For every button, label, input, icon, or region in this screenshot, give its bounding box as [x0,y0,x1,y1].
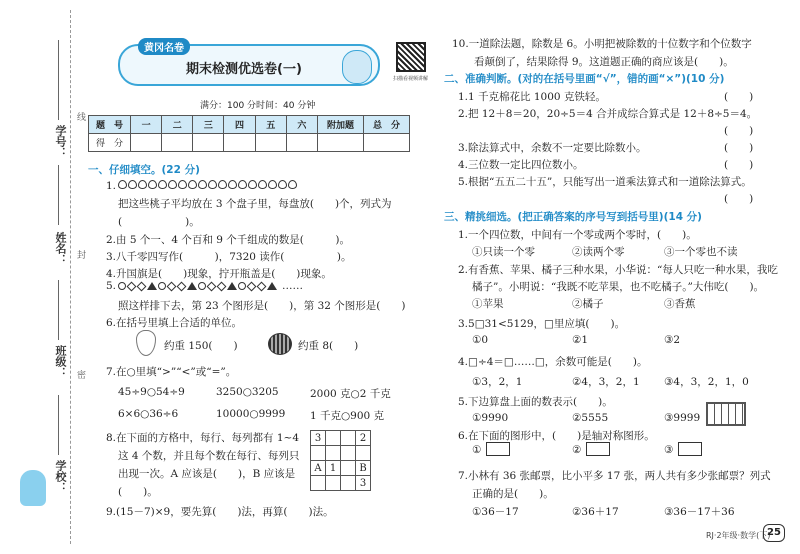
pear-icon [136,330,156,356]
watermelon-icon [268,333,292,355]
peach-icon [188,180,197,189]
grid-cell: 2 [356,431,371,446]
puzzle-shape-icon [586,442,610,456]
circle-icon [238,282,246,290]
q3-text: 3.八千零四写作( )，7320 读作( )。 [106,251,352,263]
puzzle-shape-icon [486,442,510,456]
choice-option[interactable]: ②读两个零 [572,246,625,258]
table-cell: 一 [131,116,162,134]
circle-icon [118,282,126,290]
grid-cell [326,476,341,491]
choice-option[interactable]: ③2 [664,334,681,346]
peach-icon [148,180,157,189]
score-input[interactable] [286,134,317,152]
mascot-illustration [20,470,46,506]
choice-option[interactable]: ①苹果 [472,298,504,310]
seal-word-seal: 封 [75,250,85,259]
table-cell: 六 [286,116,317,134]
circle-icon [158,282,166,290]
qr-code-icon[interactable] [396,42,426,72]
peach-icon [138,180,147,189]
score-input[interactable] [162,134,193,152]
page-number: 25 [763,524,785,542]
seal-word-tight: 密 [75,370,85,379]
footer-label: RJ·2年级·数学(下) [706,531,771,540]
choice-7-text-1: 7.小林有 36 张邮票，比小平多 17 张，两人共有多少张邮票？列式 [458,470,771,482]
choice-option[interactable]: ③一个零也不读 [664,246,738,258]
choice-option[interactable]: ③4，3，2，1，0 [664,376,749,388]
time-limit: 时间：40 分钟 [256,101,316,111]
choice-option[interactable]: ③36－17＋36 [664,506,735,518]
peach-icon [208,180,217,189]
page-title: 期末检测优选卷(一) [186,62,302,77]
section-1-title: 一、仔细填空。(22 分) [88,164,200,176]
rabbit-illustration [342,50,372,84]
q8-text-1: 8.在下面的方格中，每行、每列都有 1~4 [106,432,300,444]
peach-icon [288,180,297,189]
peach-icon [128,180,137,189]
number-grid [310,430,371,491]
peach-icon [158,180,167,189]
peach-icon [218,180,227,189]
choice-option[interactable]: ③9999 [664,412,701,424]
grid-cell [341,476,356,491]
diamond-icon [207,281,217,291]
judge-5-answer[interactable]: ( ) [724,193,754,205]
grid-cell [356,446,371,461]
ellipsis: …… [282,280,303,292]
grid-cell [341,431,356,446]
q7-item: 1 千克○900 克 [310,410,385,422]
q7-item: 10000○9999 [216,408,286,420]
choice-3: 3.5□31<5129，□里应填( )。 [458,318,626,330]
grid-cell: A [311,461,326,476]
diamond-icon [217,281,227,291]
choice-option[interactable]: ①只读一个零 [472,246,535,258]
choice-option[interactable]: ① [472,444,482,456]
judge-3: 3.除法算式中，余数不一定要比除数小。 [458,142,647,154]
grid-cell [341,461,356,476]
q10-text-2: 看颠倒了，结果除得 9。这道题正确的商应该是( )。 [474,56,734,68]
puzzle-shape-icon [678,442,702,456]
score-input[interactable] [131,134,162,152]
triangle-icon [267,282,277,290]
choice-option[interactable]: ①9990 [472,412,509,424]
judge-4-answer[interactable]: ( ) [724,159,754,171]
section-3-title: 三、精挑细选。(把正确答案的序号写到括号里)(14 分) [444,211,702,223]
score-input[interactable] [364,134,410,152]
q6-melon-text: 约重 8( ) [298,340,359,352]
choice-2-text-1: 2.有香蕉、苹果、橘子三种水果，小华说：“每人只吃一种水果，我吃 [458,264,778,276]
seal-word-line: 线 [75,112,85,121]
q1-answer: ( )。 [118,216,200,228]
choice-option[interactable]: ①3，2，1 [472,376,523,388]
name-label: 姓名： [54,232,67,265]
q9-text: 9.(15－7)×9，要先算( )法，再算( )法。 [106,506,334,518]
diamond-icon [177,281,187,291]
brand-logo: 黄冈名卷 [138,38,190,55]
class-blank[interactable] [58,280,59,340]
grid-cell [326,431,341,446]
peach-icon [228,180,237,189]
peach-icon [258,180,267,189]
peach-row [118,180,297,189]
peach-icon [238,180,247,189]
school-label: 学校： [54,460,67,493]
judge-4: 4.三位数一定比四位数小。 [458,159,584,171]
score-table-header [89,116,410,134]
q8-text-2: 这 4 个数，并且每个数在每行、每列只 [118,450,300,462]
name-blank[interactable] [58,165,59,225]
table-cell: 附加题 [318,116,364,134]
table-cell: 总 分 [364,116,410,134]
grid-cell [311,446,326,461]
peach-icon [168,180,177,189]
q5-text: 照这样排下去，第 23 个图形是( )，第 32 个图形是( ) [118,300,406,312]
triangle-icon [227,282,237,290]
peach-icon [268,180,277,189]
score-table-row [89,134,410,152]
q7-item: 2000 克○2 千克 [310,388,391,400]
qr-caption: 扫描看视频讲解 [393,76,429,82]
choice-option[interactable]: ②4，3，2，1 [572,376,640,388]
grid-cell: 3 [356,476,371,491]
diamond-icon [247,281,257,291]
grid-cell [311,476,326,491]
choice-option[interactable]: ③香蕉 [664,298,696,310]
grid-cell: 1 [326,461,341,476]
peach-icon [248,180,257,189]
choice-5: 5.下边算盘上面的数表示( )。 [458,396,613,408]
q2-text: 2.由 5 个一、4 个百和 9 个千组成的数是( )。 [106,234,350,246]
q8-text-3: 出现一次。A 应该是( )，B 应该是 [118,468,296,480]
score-input[interactable] [193,134,224,152]
diamond-icon [127,281,137,291]
grid-cell: B [356,461,371,476]
choice-option[interactable]: ② [572,444,582,456]
table-cell: 二 [162,116,193,134]
judge-2-answer[interactable]: ( ) [724,125,754,137]
judge-1-answer[interactable]: ( ) [724,91,754,103]
choice-option[interactable]: ③ [664,444,674,456]
triangle-icon [187,282,197,290]
score-input[interactable] [224,134,255,152]
section-2-title: 二、准确判断。(对的在括号里画“√”，错的画“×”)(10 分) [444,73,725,85]
grid-cell [326,446,341,461]
choice-2-text-2: 橘子”。小明说：“我既不吃苹果，也不吃橘子。”大伟吃( )。 [472,281,765,293]
choice-option[interactable]: ②36＋17 [572,506,619,518]
judge-5: 5.根据“五五二十五”，只能写出一道乘法算式和一道除法算式。 [458,176,752,188]
abacus-icon [706,402,746,426]
peach-icon [198,180,207,189]
score-input[interactable] [255,134,286,152]
table-cell: 三 [193,116,224,134]
q10-text-1: 10.一道除法题，除数是 6。小明把被除数的十位数字和个位数字 [452,38,752,50]
student-id-blank[interactable] [58,40,59,120]
peach-icon [118,180,127,189]
q5-number: 5. [106,280,117,292]
class-label: 班级： [54,345,67,378]
grid-cell: 3 [311,431,326,446]
choice-option[interactable]: ②5555 [572,412,609,424]
choice-option[interactable]: ①36－17 [472,506,519,518]
q4-text: 4.升国旗是( )现象，拧开瓶盖是( )现象。 [106,268,332,280]
table-cell: 得 分 [89,134,131,152]
table-cell: 题 号 [89,116,131,134]
q1-text: 把这些桃子平均放在 3 个盘子里，每盘放( )个，列式为 [118,198,392,210]
table-cell: 五 [255,116,286,134]
score-input[interactable] [318,134,364,152]
peach-icon [178,180,187,189]
choice-7-text-2: 正确的是( )。 [472,488,554,500]
q8-text-4: ( )。 [118,486,158,498]
choice-1: 1.一个四位数，中间有一个零或两个零时，( )。 [458,229,697,241]
full-score: 满分：100 分 [200,101,257,111]
q6-text: 6.在括号里填上合适的单位。 [106,317,243,329]
choice-option[interactable]: ②1 [572,334,589,346]
diamond-icon [137,281,147,291]
circle-icon [198,282,206,290]
choice-4: 4.□÷4＝□……□，余数可能是( )。 [458,356,648,368]
diamond-icon [257,281,267,291]
peach-icon [278,180,287,189]
diamond-icon [167,281,177,291]
grid-cell [341,446,356,461]
choice-option[interactable]: ②橘子 [572,298,604,310]
choice-option[interactable]: ①0 [472,334,489,346]
q6-pear-text: 约重 150( ) [164,340,238,352]
q7-text: 7.在○里填“>”“<”或“=”。 [106,366,237,378]
q1-number: 1. [106,180,117,192]
score-table [88,115,410,152]
triangle-icon [147,282,157,290]
judge-1: 1.1 千克棉花比 1000 克铁轻。 [458,91,606,103]
q7-item: 3250○3205 [216,386,279,398]
choice-6: 6.在下面的图形中，( )是轴对称图形。 [458,430,655,442]
binding-line [70,10,71,544]
q7-item: 6×6○36÷6 [118,408,179,420]
table-cell: 四 [224,116,255,134]
q7-item: 45÷9○54÷9 [118,386,185,398]
judge-3-answer[interactable]: ( ) [724,142,754,154]
student-id-label: 学号： [54,125,67,158]
judge-2: 2.把 12＋8＝20，20÷5＝4 合并成综合算式是 12＋8÷5＝4。 [458,108,758,120]
shape-sequence [118,280,303,292]
school-blank[interactable] [58,395,59,455]
